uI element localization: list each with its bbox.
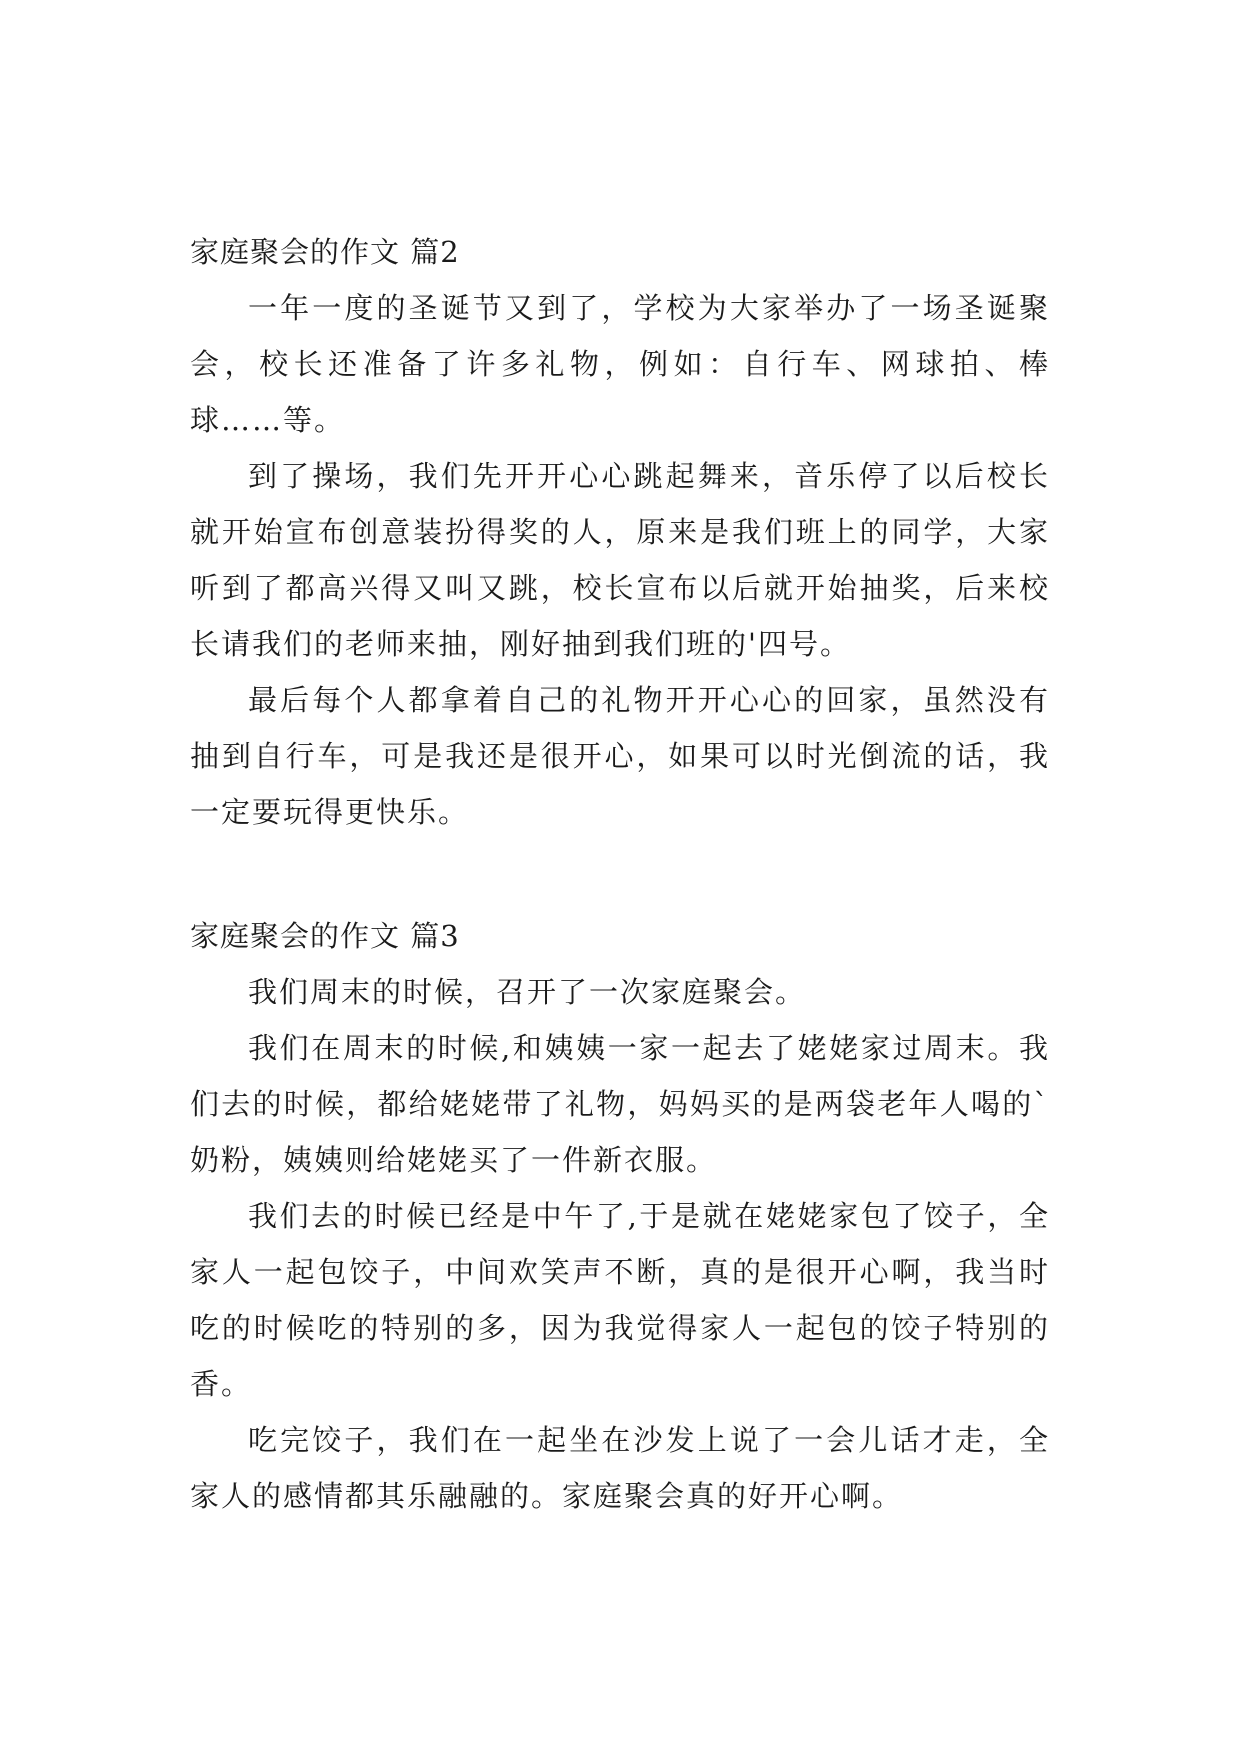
- section-title: 家庭聚会的作文 篇2: [190, 235, 460, 269]
- essay-section-2: [190, 224, 1050, 840]
- paragraph: 到了操场，我们先开开心心跳起舞来，音乐停了以后校长就开始宣布创意装扮得奖的人，原来是我们班上的同学，大家听到了都高兴得又叫又跳，校长宣布以后就开始抽奖，后来校长请我们的老师来抽，刚好抽到我们班的'四号。: [190, 459, 1050, 661]
- essay-section-3: [190, 908, 1050, 1524]
- paragraph: 一年一度的圣诞节又到了，学校为大家举办了一场圣诞聚会，校长还准备了许多礼物，例如：自行车、网球拍、棒球……等。: [190, 291, 1050, 437]
- paragraph: 吃完饺子，我们在一起坐在沙发上说了一会儿话才走，全家人的感情都其乐融融的。家庭聚会真的好开心啊。: [190, 1423, 1050, 1513]
- section-title: 家庭聚会的作文 篇3: [190, 919, 460, 953]
- document-body: [190, 224, 1050, 1524]
- paragraph: 我们去的时候已经是中午了,于是就在姥姥家包了饺子，全家人一起包饺子，中间欢笑声不断，真的是很开心啊，我当时吃的时候吃的特别的多，因为我觉得家人一起包的饺子特别的香。: [190, 1199, 1050, 1401]
- paragraph: 最后每个人都拿着自己的礼物开开心心的回家，虽然没有抽到自行车，可是我还是很开心，如果可以时光倒流的话，我一定要玩得更快乐。: [190, 683, 1050, 829]
- paragraph: 我们在周末的时候,和姨姨一家一起去了姥姥家过周末。我们去的时候，都给姥姥带了礼物，妈妈买的是两袋老年人喝的`奶粉，姨姨则给姥姥买了一件新衣服。: [190, 1031, 1050, 1177]
- paragraph: 我们周末的时候，召开了一次家庭聚会。: [248, 975, 807, 1009]
